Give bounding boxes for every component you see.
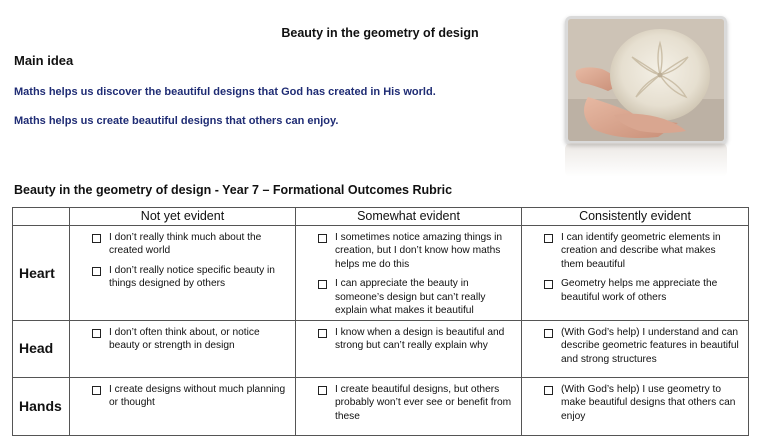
row-label-hands: Hands — [13, 377, 70, 435]
checkbox-icon — [318, 329, 327, 338]
checkbox-icon — [544, 234, 553, 243]
main-idea-line: Maths helps us create beautiful designs that others can enjoy. — [14, 115, 339, 127]
rubric-cell — [522, 377, 749, 435]
rubric-header-row — [13, 208, 749, 226]
rubric-row-head — [13, 320, 749, 377]
photo-reflection — [565, 143, 727, 177]
rubric-row-heart — [13, 226, 749, 321]
checkbox-icon — [318, 234, 327, 243]
rubric-cell — [70, 226, 296, 321]
rubric-item: I can appreciate the beauty in someone’s design but can’t really explain what makes it beautiful — [318, 277, 513, 317]
column-header-consistently-evident: Consistently evident — [522, 208, 749, 226]
rubric-item: I can identify geometric elements in creation and describe what makes them beautiful — [544, 231, 740, 271]
rubric-cell — [296, 377, 522, 435]
rubric-item: I don’t often think about, or notice beauty or strength in design — [92, 326, 287, 353]
rubric-item: I sometimes notice amazing things in creation, but I don’t know how maths helps me do this — [318, 231, 513, 271]
rubric-item: Geometry helps me appreciate the beautiful work of others — [544, 277, 740, 304]
checkbox-icon — [544, 329, 553, 338]
checkbox-icon — [544, 280, 553, 289]
column-header-not-yet-evident: Not yet evident — [70, 208, 296, 226]
rubric-cell — [70, 377, 296, 435]
sand-dollar-image — [568, 19, 724, 141]
rubric-cell — [70, 320, 296, 377]
column-header-somewhat-evident: Somewhat evident — [296, 208, 522, 226]
rubric-item: I know when a design is beautiful and strong but can’t really explain why — [318, 326, 513, 353]
rubric-item: I don’t really think much about the created world — [92, 231, 287, 258]
main-idea-line: Maths helps us discover the beautiful designs that God has created in His world. — [14, 86, 436, 98]
checkbox-icon — [92, 329, 101, 338]
rubric-cell — [522, 226, 749, 321]
rubric-cell — [296, 226, 522, 321]
checkbox-icon — [544, 386, 553, 395]
checkbox-icon — [318, 280, 327, 289]
row-label-head: Head — [13, 320, 70, 377]
rubric-item: I don’t really notice specific beauty in things designed by others — [92, 264, 287, 291]
rubric-row-hands — [13, 377, 749, 435]
rubric-item: I create beautiful designs, but others probably won’t ever see or benefit from these — [318, 383, 513, 423]
rubric-corner-cell — [13, 208, 70, 226]
rubric-item: I create designs without much planning or thought — [92, 383, 287, 410]
document-title: Beauty in the geometry of design — [281, 26, 479, 40]
row-label-heart: Heart — [13, 226, 70, 321]
rubric-cell — [522, 320, 749, 377]
sand-dollar-photo — [565, 16, 727, 144]
checkbox-icon — [318, 386, 327, 395]
formational-outcomes-rubric — [12, 207, 749, 436]
rubric-heading: Beauty in the geometry of design - Year 7 – Formational Outcomes Rubric — [14, 183, 453, 197]
main-idea-heading: Main idea — [14, 53, 74, 68]
rubric-cell — [296, 320, 522, 377]
rubric-item: (With God’s help) I understand and can describe geometric features in beautiful and strong structures — [544, 326, 740, 366]
checkbox-icon — [92, 386, 101, 395]
rubric-item: (With God’s help) I use geometry to make beautiful designs that others can enjoy — [544, 383, 740, 423]
checkbox-icon — [92, 234, 101, 243]
checkbox-icon — [92, 267, 101, 276]
